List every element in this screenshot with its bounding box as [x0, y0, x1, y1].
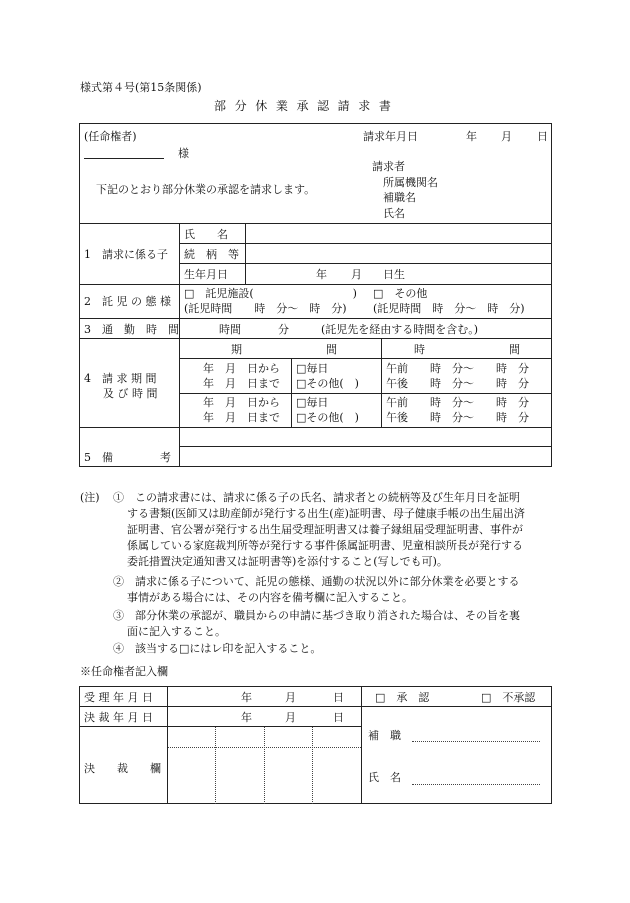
decision-date-label: 決 裁 年 月 日: [84, 711, 153, 724]
sec1-label: 1 請求に係る子: [84, 248, 168, 261]
sec4-label-2: 及 び 時 間: [103, 387, 158, 400]
period1-from: 年 月 日から: [203, 362, 280, 375]
appointer-section-heading: ※任命権者記入欄: [80, 665, 168, 678]
receipt-year: 年: [241, 691, 252, 704]
note-4: ④ 該当する□にはレ印を記入すること。: [113, 642, 322, 655]
position-label: 補職名: [383, 191, 416, 204]
appointer-label: (任命権者): [84, 130, 137, 143]
request-date-month: 月: [501, 130, 512, 143]
col-time-a: 時: [414, 343, 425, 356]
intro-text: 下記のとおり部分休業の承認を請求します。: [96, 183, 316, 196]
sama-label: 様: [178, 147, 189, 160]
note-2-line-2: 事情がある場合には、その内容を備考欄に記入すること。: [127, 591, 413, 604]
birth-day: 日生: [383, 268, 405, 281]
sec3-label: 3 通 勤 時 間: [84, 323, 179, 336]
period2-am: 午前 時 分～ 時 分: [386, 396, 529, 409]
requester-name-label: 氏名: [383, 207, 405, 220]
decision-column-label: 決 裁 欄: [84, 762, 161, 775]
birth-year: 年: [316, 268, 327, 281]
commute-hours: 時間: [219, 323, 241, 336]
period1-to: 年 月 日まで: [203, 377, 280, 390]
period1-other: □その他( ): [296, 377, 359, 390]
form-number: 様式第４号(第15条関係): [80, 81, 202, 94]
approver-name-label: 氏 名: [368, 771, 401, 784]
period2-other: □その他( ): [296, 411, 359, 424]
sec2-label: 2 託 児 の 態 様: [84, 295, 171, 308]
receipt-date-label: 受 理 年 月 日: [84, 691, 153, 704]
sec4-label-1: 4 請 求 期 間: [84, 372, 157, 385]
period1-daily: □毎日: [296, 362, 329, 375]
period2-daily: □毎日: [296, 396, 329, 409]
childcare-time-1: (託児時間 時 分～ 時 分): [184, 302, 347, 315]
requester-label: 請求者: [372, 160, 405, 173]
approve-checkbox: □ 承 認: [375, 691, 430, 704]
request-date-day: 日: [537, 130, 548, 143]
affiliation-label: 所属機関名: [383, 176, 438, 189]
col-period-b: 間: [326, 343, 337, 356]
note-1-line-2: する書類(医師又は助産師が発行する出生(産)証明書、母子健康手帳の出生届出済: [127, 507, 525, 520]
note-1-line-4: 係属している家庭裁判所等が発行する事件係属証明書、児童相談所長が発行する: [127, 539, 523, 552]
period2-to: 年 月 日まで: [203, 411, 280, 424]
col-time-b: 間: [509, 343, 520, 356]
sec5-label-b: 考: [160, 451, 171, 464]
childcare-time-2: (託児時間 時 分～ 時 分): [373, 302, 525, 315]
note-1-line-3: 証明書、官公署が発行する出生届受理証明書又は養子縁組届受理証明書、事件が: [127, 523, 523, 536]
note-1-line-5: 委託措置決定通知書又は証明書等)を添付すること(写しでも可)。: [127, 555, 448, 568]
period1-pm: 午後 時 分～ 時 分: [386, 377, 529, 390]
decision-day: 日: [333, 711, 344, 724]
disapprove-checkbox: □ 不承認: [481, 691, 536, 704]
decision-month: 月: [285, 711, 296, 724]
child-birth-label: 生年月日: [184, 268, 228, 281]
child-name-label: 氏 名: [184, 228, 228, 241]
col-period-a: 期: [231, 343, 242, 356]
approver-position-label: 補 職: [368, 729, 401, 742]
commute-minutes: 分: [278, 323, 289, 336]
commute-note: (託児先を経由する時間を含む。): [321, 323, 479, 336]
request-date-year: 年: [466, 130, 477, 143]
receipt-month: 月: [285, 691, 296, 704]
receipt-day: 日: [333, 691, 344, 704]
birth-month: 月: [351, 268, 362, 281]
note-2-line-1: ② 請求に係る子について、託児の態様、通勤の状況以外に部分休業を必要とする: [113, 575, 520, 588]
period2-pm: 午後 時 分～ 時 分: [386, 411, 529, 424]
period2-from: 年 月 日から: [203, 396, 280, 409]
note-1-line-1: ① この請求書には、請求に係る子の氏名、請求者との続柄等及び生年月日を証明: [113, 491, 520, 504]
childcare-facility-option: □ 託児施設( ): [184, 287, 357, 300]
decision-year: 年: [241, 711, 252, 724]
child-relation-label: 続 柄 等: [184, 248, 239, 261]
appointer-name-line: [84, 158, 164, 159]
note-3-line-1: ③ 部分休業の承認が、職員からの申請に基づき取り消された場合は、その旨を裏: [113, 609, 520, 622]
page-title: 部 分 休 業 承 認 請 求 書: [214, 99, 394, 113]
note-3-line-2: 面に記入すること。: [127, 625, 226, 638]
notes-prefix: (注): [80, 491, 100, 504]
request-date-label: 請求年月日: [363, 130, 418, 143]
period1-am: 午前 時 分～ 時 分: [386, 362, 529, 375]
childcare-other-option: □ その他: [373, 287, 428, 300]
sec5-label-a: 5 備: [84, 451, 113, 464]
